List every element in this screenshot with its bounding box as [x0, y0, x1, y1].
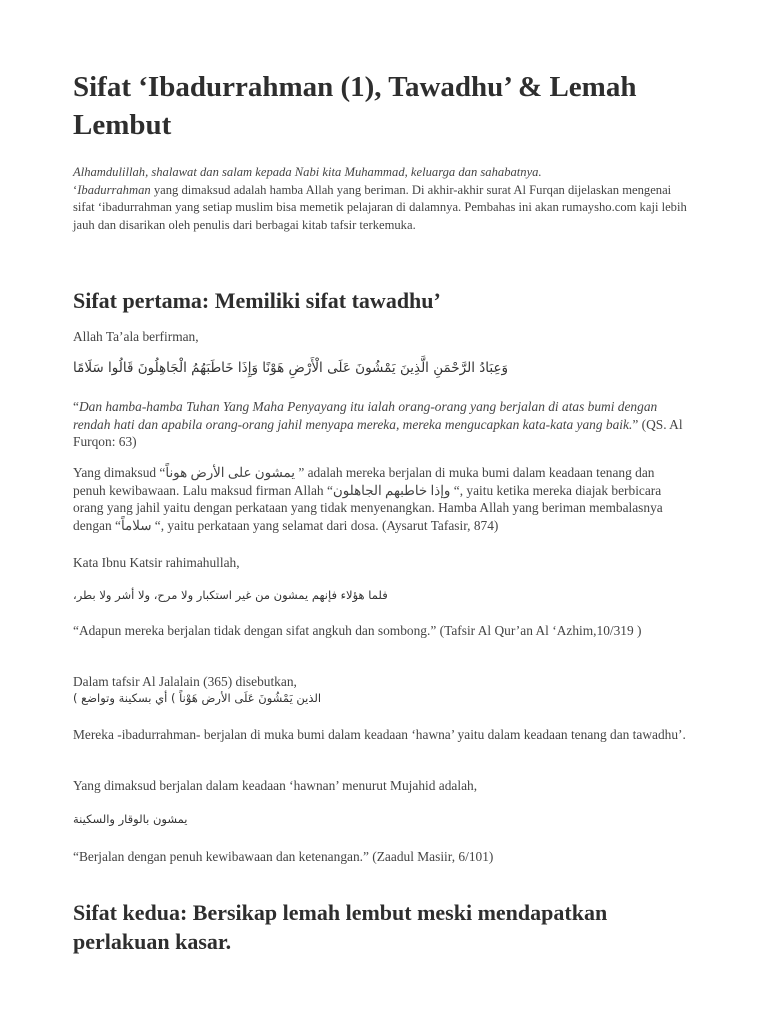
- page-title: Sifat ‘Ibadurrahman (1), Tawadhu’ & Lemah Lembut: [73, 71, 637, 141]
- jalalain-arabic: الذين يَمْشُونَ عَلَى الأرض هَوْناً ) أي بسكينة وتواضع ): [73, 691, 322, 705]
- mujahid-arabic: يمشون بالوقار والسكينة: [73, 812, 188, 826]
- ayah-arabic: وَعِبَادُ الرَّحْمَنِ الَّذِينَ يَمْشُونَ عَلَى الْأَرْضِ هَوْنًا وَإِذَا خَاطَبَهُمُ الْجَاهِلُونَ قَالُوا سَلَامًا: [73, 360, 509, 376]
- allah-berfirman: Allah Ta’ala berfirman,: [73, 329, 199, 344]
- ayah-translation: [73, 398, 687, 451]
- intro-ibad-term: Ibadurrahman: [77, 182, 151, 197]
- intro-open-quote: ‘: [73, 182, 78, 197]
- mujahid-translation: “Berjalan dengan penuh kewibawaan dan ketenangan.” (Zaadul Masiir, 6/101): [73, 849, 494, 864]
- jalalain-intro: Dalam tafsir Al Jalalain (365) disebutkan,: [73, 674, 297, 689]
- ibnu-katsir-translation: “Adapun mereka berjalan tidak dengan sifat angkuh dan sombong.” (Tafsir Al Qur’an Al ‘Azhim,10/319 ): [73, 623, 642, 638]
- translation-ref: ” (QS. Al Furqon: 63): [73, 416, 683, 449]
- intro-paragraph: [73, 164, 687, 234]
- ibnu-katsir-arabic: فلما هؤلاء فإنهم يمشون من غير استكبار ولا مرح، ولا أشر ولا بطر،: [73, 588, 388, 602]
- ibnu-katsir-intro: Kata Ibnu Katsir rahimahullah,: [73, 555, 240, 570]
- mujahid-intro: Yang dimaksud berjalan dalam keadaan ‘hawnan’ menurut Mujahid adalah,: [73, 778, 478, 793]
- hawna-paragraph: Mereka -ibadurrahman- berjalan di muka bumi dalam keadaan ‘hawna’ yaitu dalam keadaan tenang dan tawadhu’.: [73, 727, 686, 742]
- translation-text: Dan hamba-hamba Tuhan Yang Maha Penyayang itu ialah orang-orang yang berjalan di atas bumi dengan rendah hati dan apabila orang-orang jahil menyapa mereka, mereka mengucapkan kata-kata yang baik.: [73, 399, 658, 432]
- explanation-paragraph: Yang dimaksud “يمشون على الأرض هوناً ” adalah mereka berjalan di muka bumi dalam keadaan tenang dan penuh kewibawaan. Lalu maksud firman Allah “وإذا خاطبهم الجاهلون “, yaitu ketika mereka diajak berbicara orang yang jahil yaitu dengan perkataan yang tidak menyenangkan. Hamba Allah yang beriman membalasnya dengan “سلاماً “, yaitu perkataan yang selamat dari dosa. (Aysarut Tafasir, 874): [73, 465, 663, 533]
- translation-open-quote: “: [73, 399, 79, 414]
- intro-greeting: Alhamdulillah, shalawat dan salam kepada Nabi kita Muhammad, keluarga dan sahabatnya.: [73, 165, 542, 179]
- section-heading-2: Sifat kedua: Bersikap lemah lembut meski mendapatkan perlakuan kasar.: [73, 900, 608, 954]
- intro-body: yang dimaksud adalah hamba Allah yang beriman. Di akhir-akhir surat Al Furqan dijelaskan mengenai sifat ‘ibadurrahman yang setiap muslim bisa memetik pelajaran di dalamnya. Pembahas ini akan rumaysho.com kaji lebih jauh dan disarikan oleh penulis dari berbagai kitab tafsir terkemuka.: [73, 182, 687, 232]
- section-heading-1: Sifat pertama: Memiliki sifat tawadhu’: [73, 288, 441, 313]
